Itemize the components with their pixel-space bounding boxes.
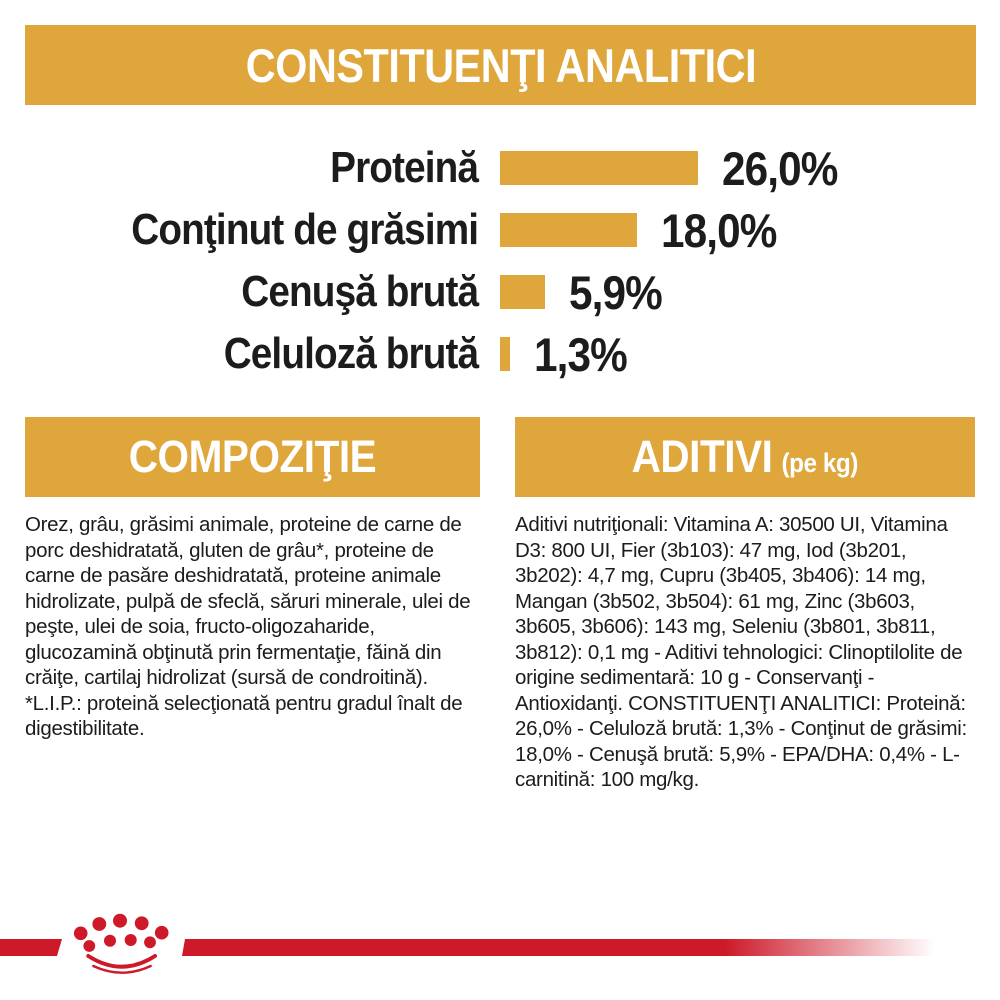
chart-category-label: Proteină xyxy=(330,143,478,192)
chart-bar xyxy=(500,213,637,247)
chart-category-label: Celuloză brută xyxy=(223,329,478,378)
footer-red-stripe-left xyxy=(0,939,62,956)
composition-text: Orez, grâu, grăsimi animale, proteine de carne de porc deshidratată, gluten de grâu*, proteine de carne de pasăre deshidratată, proteine animale hidrolizate, pulpă de sfeclă, săruri minerale, ulei de peşte, ulei de soia, fructo-oligozaharide, glucozamină obţinută prin fermentaţie, făină din crăiţe, cartilaj hidrolizat (sursă de condroitină). *L.I.P.: proteină selecţionată pentru gradul înalt de digestibilitate. xyxy=(25,513,471,740)
footer-red-stripe-right xyxy=(182,939,935,956)
chart-value-label: 26,0% xyxy=(721,141,838,195)
royal-canin-crown-logo-icon xyxy=(58,898,188,983)
analytical-constituents-chart xyxy=(0,137,1000,385)
composition-banner xyxy=(25,417,480,497)
chart-bar xyxy=(500,275,545,309)
composition-title: COMPOZIŢIE xyxy=(128,431,377,482)
chart-bar xyxy=(500,151,698,185)
additives-title-suffix: (pe kg) xyxy=(781,448,859,478)
composition-title-wrap xyxy=(129,431,377,483)
chart-category-label: Conţinut de grăsimi xyxy=(131,205,478,254)
chart-category-label: Cenuşă brută xyxy=(241,267,478,316)
chart-row xyxy=(0,137,1000,199)
chart-row xyxy=(0,323,1000,385)
additives-title-wrap xyxy=(632,431,858,483)
additives-title: ADITIVI xyxy=(631,431,773,482)
additives-column xyxy=(515,417,975,793)
composition-column xyxy=(25,417,480,793)
chart-value-label: 5,9% xyxy=(568,265,662,319)
chart-value-label: 1,3% xyxy=(533,327,627,381)
analytical-constituents-banner xyxy=(25,25,976,105)
chart-row xyxy=(0,261,1000,323)
additives-text: Aditivi nutriţionali: Vitamina A: 30500 UI, Vitamina D3: 800 UI, Fier (3b103): 47 mg, Iod (3b201, 3b202): 4,7 mg, Cupru (3b405, 3b406): 14 mg, Mangan (3b502, 3b504): 61 mg, Zinc (3b603, 3b605, 3b606): 143 mg, Seleniu (3b801, 3b811, 3b812): 0,1 mg - Aditivi tehnologici: Clinoptilolite de origine sedimentară: 10 g - Conservanţi - Antioxidanţi. CONSTITUENŢI ANALITICI: Proteină: 26,0% - Celuloză brută: 1,3% - Conţinut de grăsimi: 18,0% - Cenuşă brută: 5,9% - EPA/DHA: 0,4% - L-carnitină: 100 mg/kg. xyxy=(515,513,967,791)
chart-value-label: 18,0% xyxy=(660,203,777,257)
info-columns xyxy=(25,417,975,793)
chart-bar xyxy=(500,337,510,371)
chart-row xyxy=(0,199,1000,261)
additives-banner xyxy=(515,417,975,497)
analytical-constituents-title: CONSTITUENŢI ANALITICI xyxy=(245,38,756,92)
